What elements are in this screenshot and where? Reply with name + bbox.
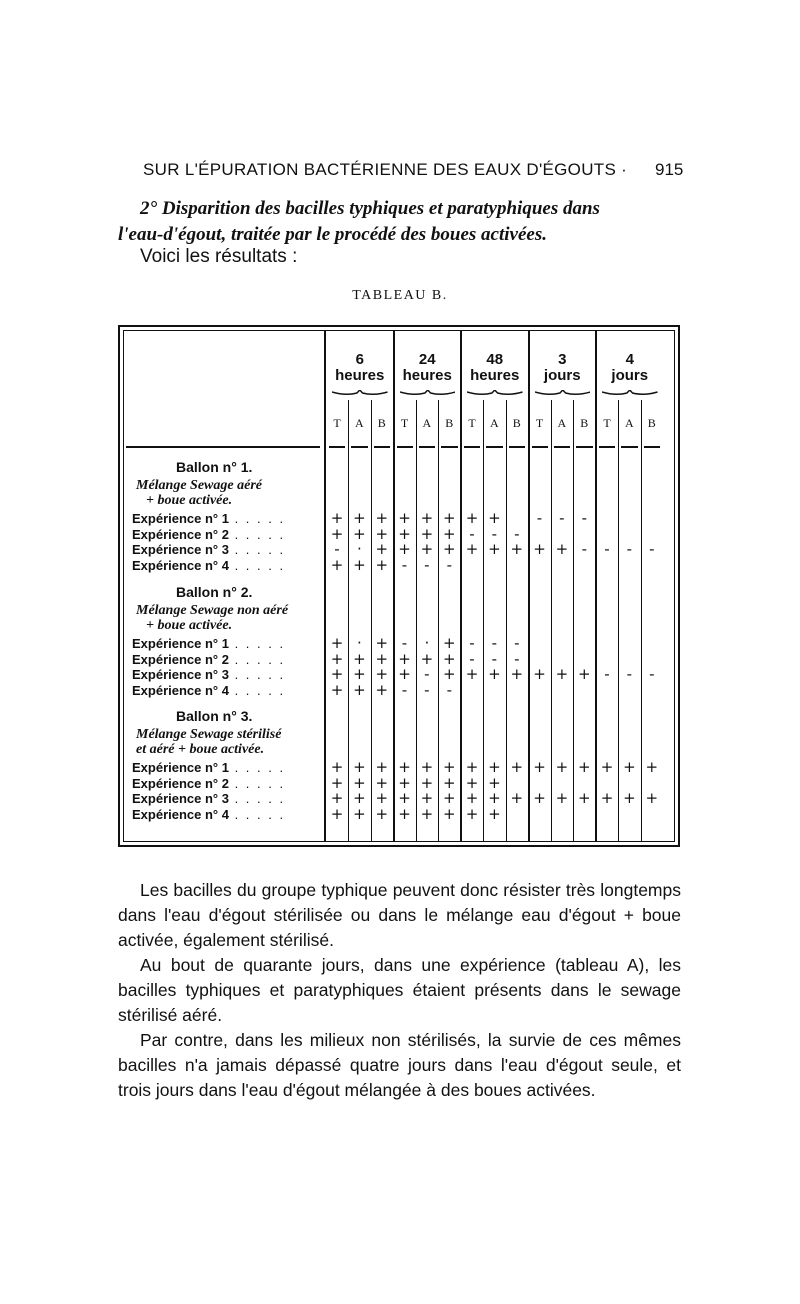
result-cell: + — [375, 789, 389, 807]
header-rule — [621, 446, 637, 448]
column-group-value: 6 — [355, 351, 364, 368]
result-cell: + — [578, 758, 591, 776]
result-cell: - — [446, 680, 452, 699]
result-cell: - — [604, 540, 610, 558]
intro-line: Voici les résultats : — [140, 246, 298, 267]
result-cell: - — [581, 509, 587, 527]
section-title: Ballon n° 1. — [176, 459, 253, 475]
result-cell: + — [353, 509, 366, 527]
row-label-text: Expérience n° 4 — [132, 806, 229, 822]
result-cell: + — [510, 665, 524, 683]
row-label — [132, 791, 320, 806]
result-cell: + — [510, 758, 524, 776]
header-rule — [486, 446, 502, 448]
row-label — [132, 636, 320, 651]
result-cell: + — [330, 509, 344, 527]
row-label-text: Expérience n° 1 — [132, 760, 229, 775]
result-cell: + — [398, 524, 411, 543]
result-cell: + — [533, 789, 546, 807]
paragraph-2: Au bout de quarante jours, dans une expérience (tableau A), les bacilles typhiques et paratyphiques étaient présents dans le sewage stérilisé aéré. — [118, 955, 681, 1025]
result-cell: - — [626, 665, 633, 683]
result-cell: + — [510, 540, 524, 558]
brace-mark — [332, 390, 388, 398]
row-label — [132, 683, 320, 698]
result-cell: + — [533, 758, 546, 776]
result-cell: + — [488, 509, 501, 527]
result-cell: + — [375, 773, 389, 792]
leader-dots: . . . . . — [228, 526, 286, 542]
result-cell: - — [469, 524, 475, 543]
leader-dots: . . . . . — [228, 775, 286, 791]
result-cell: - — [649, 540, 655, 558]
section-title: Ballon n° 2. — [176, 584, 253, 600]
result-cell: + — [330, 804, 344, 823]
header-rule — [576, 446, 592, 448]
result-cell: + — [420, 804, 434, 823]
header-rule — [532, 446, 548, 448]
result-cell: + — [353, 804, 366, 823]
result-cell: - — [446, 555, 452, 574]
result-cell: + — [398, 758, 411, 776]
result-cell: · — [357, 634, 362, 652]
header-rule — [351, 446, 367, 448]
result-cell: + — [600, 758, 614, 776]
brace-mark — [602, 390, 658, 398]
result-cell: + — [353, 773, 366, 792]
result-cell: · — [424, 634, 430, 652]
row-label — [132, 558, 320, 573]
result-cell: + — [443, 789, 456, 807]
result-cell: + — [510, 789, 524, 807]
leader-dots: . . . . . — [228, 667, 286, 682]
sub-column-header-t: T — [535, 416, 544, 430]
result-cell: + — [353, 758, 366, 776]
sub-column-header-t: T — [400, 416, 409, 430]
row-label — [132, 667, 320, 682]
row-label-text: Expérience n° 1 — [132, 636, 229, 651]
section-description: Mélange Sewage aéré — [136, 478, 262, 493]
result-cell: + — [398, 773, 411, 792]
page-number: 915 — [655, 160, 684, 179]
result-cell: + — [353, 555, 366, 574]
heading-line-1: 2° Disparition des bacilles typhiques et paratyphiques dans — [140, 198, 600, 219]
row-label — [132, 807, 320, 822]
header-rule — [599, 446, 615, 448]
leader-dots: . . . . . — [228, 636, 286, 651]
result-cell: + — [600, 789, 614, 807]
row-label — [132, 760, 320, 775]
sub-column-header-b: B — [377, 416, 386, 430]
result-cell: - — [401, 634, 408, 652]
row-label — [132, 527, 320, 542]
header-rule — [441, 446, 457, 448]
column-group-value: 4 — [625, 351, 634, 368]
header-rule — [509, 446, 525, 448]
result-cell: + — [555, 665, 569, 683]
section-description: + boue activée. — [146, 493, 233, 508]
result-cell: + — [488, 665, 501, 683]
result-cell: + — [443, 758, 456, 776]
result-cell: + — [443, 524, 456, 543]
result-cell: + — [398, 789, 411, 807]
result-cell: + — [398, 540, 411, 558]
row-label-text: Expérience n° 4 — [132, 682, 229, 698]
result-cell: - — [401, 555, 408, 574]
brace-mark — [467, 390, 523, 398]
row-label-text: Expérience n° 3 — [132, 791, 229, 806]
column-group-unit: heures — [335, 367, 385, 384]
section-description: et aéré + boue activée. — [136, 742, 265, 757]
result-cell: + — [420, 524, 434, 543]
result-cell: - — [424, 555, 430, 574]
result-cell: - — [334, 540, 340, 558]
column-group-value: 48 — [486, 351, 504, 368]
section-title: Ballon n° 3. — [176, 708, 253, 724]
column-group-header — [529, 352, 597, 384]
sub-column-header-a: A — [625, 416, 634, 430]
column-group-unit: jours — [611, 367, 649, 384]
leader-dots: . . . . . — [228, 791, 286, 806]
column-group-header — [461, 352, 529, 384]
sub-column-header-b: B — [512, 416, 521, 430]
result-cell: + — [465, 804, 479, 823]
result-cell: + — [488, 773, 501, 792]
result-cell: - — [491, 649, 498, 668]
result-cell: + — [375, 758, 389, 776]
column-group-value: 3 — [558, 351, 567, 368]
result-cell: + — [623, 789, 636, 807]
leader-dots: . . . . . — [228, 651, 286, 667]
result-cell: - — [469, 634, 475, 652]
brace-mark — [535, 390, 591, 398]
result-cell: + — [375, 649, 389, 668]
result-cell: + — [353, 680, 366, 699]
result-cell: + — [465, 509, 479, 527]
result-cell: + — [623, 758, 636, 776]
column-group-header — [596, 352, 664, 384]
section-description: Mélange Sewage non aéré — [136, 603, 289, 618]
result-cell: + — [330, 555, 344, 574]
result-cell: + — [465, 758, 479, 776]
column-group-unit: jours — [543, 367, 581, 384]
result-cell: + — [420, 789, 434, 807]
result-cell: + — [420, 649, 434, 668]
result-cell: + — [330, 789, 344, 807]
result-cell: + — [465, 665, 479, 683]
result-cell: + — [443, 509, 456, 527]
row-label-text: Expérience n° 2 — [132, 526, 229, 542]
result-cell: - — [424, 665, 430, 683]
result-cell: - — [536, 509, 543, 527]
sub-column-header-a: A — [355, 416, 364, 430]
result-cell: + — [555, 540, 569, 558]
result-cell: + — [443, 665, 456, 683]
leader-dots: . . . . . — [228, 682, 286, 698]
sub-column-header-t: T — [468, 416, 476, 430]
result-cell: + — [578, 665, 591, 683]
row-label-text: Expérience n° 3 — [132, 542, 229, 557]
header-rule — [397, 446, 413, 448]
result-cell: + — [533, 665, 546, 683]
row-label-text: Expérience n° 2 — [132, 651, 229, 667]
header-rule — [419, 446, 435, 448]
sub-column-header-b: B — [445, 416, 454, 430]
table-title: TABLEAU B. — [352, 288, 448, 303]
column-group-value: 24 — [418, 351, 436, 368]
sub-column-header-b: B — [580, 416, 589, 430]
result-cell: + — [375, 555, 389, 574]
result-cell: - — [649, 665, 655, 683]
result-cell: + — [330, 680, 344, 699]
column-group-header — [394, 352, 462, 384]
result-cell: - — [491, 524, 498, 543]
header-rule — [554, 446, 570, 448]
result-cell: + — [353, 789, 366, 807]
leader-dots: . . . . . — [228, 760, 286, 775]
result-cell: + — [488, 804, 501, 823]
row-label — [132, 511, 320, 526]
row-label — [132, 542, 320, 557]
result-cell: - — [581, 540, 587, 558]
result-cell: + — [555, 789, 569, 807]
header-rule — [644, 446, 660, 448]
result-cell: + — [353, 524, 366, 543]
row-label-text: Expérience n° 4 — [132, 557, 229, 573]
brace-mark — [400, 390, 456, 398]
result-cell: + — [443, 804, 456, 823]
sub-column-header-a: A — [422, 416, 432, 430]
heading-line-2: l'eau-d'égout, traitée par le procédé des boues activées. — [118, 224, 547, 245]
result-cell: + — [398, 509, 411, 527]
sub-column-header-a: A — [557, 416, 567, 430]
result-cell: + — [443, 773, 456, 792]
header-rule — [126, 446, 320, 448]
column-group-unit: heures — [470, 367, 520, 384]
result-cell: + — [465, 789, 479, 807]
header-rule — [374, 446, 390, 448]
result-cell: + — [465, 540, 479, 558]
result-cell: + — [533, 540, 546, 558]
result-cell: + — [443, 634, 456, 652]
result-cell: - — [514, 649, 520, 668]
leader-dots: . . . . . — [228, 542, 286, 557]
header-rule — [329, 446, 345, 448]
result-cell: + — [375, 540, 389, 558]
row-label-text: Expérience n° 3 — [132, 667, 229, 682]
result-cell: - — [604, 665, 610, 683]
result-cell: + — [443, 540, 456, 558]
column-group-unit: heures — [402, 367, 452, 384]
result-cell: + — [555, 758, 569, 776]
result-cell: + — [420, 540, 434, 558]
result-cell: + — [420, 773, 434, 792]
section-description: + boue activée. — [146, 618, 233, 633]
paragraph-3: Par contre, dans les milieux non stérilisés, la survie de ces mêmes bacilles n'a jamais dépassé quatre jours dans l'eau d'égout seule, et trois jours dans l'eau d'égout mélangée à des boues activées. — [118, 1030, 681, 1100]
result-cell: + — [375, 665, 389, 683]
paragraph-1: Les bacilles du groupe typhique peuvent donc résister très longtemps dans l'eau d'égout stérilisée ou dans le mélange eau d'égout + boue activée, également stérilisé. — [118, 880, 681, 950]
result-cell: + — [488, 758, 501, 776]
section-description: Mélange Sewage stérilisé — [136, 727, 282, 742]
result-cell: + — [488, 789, 501, 807]
result-cell: + — [375, 524, 389, 543]
leader-dots: . . . . . — [228, 557, 286, 573]
result-cell: + — [398, 649, 411, 668]
row-label-text: Expérience n° 1 — [132, 511, 229, 526]
result-cell: - — [514, 524, 520, 543]
leader-dots: . . . . . — [228, 806, 286, 822]
result-cell: + — [330, 665, 344, 683]
result-cell: - — [559, 509, 565, 527]
row-label — [132, 652, 320, 667]
result-cell: + — [330, 773, 344, 792]
result-cell: + — [420, 758, 434, 776]
running-head: SUR L'ÉPURATION BACTÉRIENNE DES EAUX D'ÉGOUTS · — [143, 160, 628, 179]
result-cell: + — [645, 758, 659, 776]
result-cell: + — [330, 758, 344, 776]
sub-column-header-a: A — [490, 416, 499, 430]
row-label — [132, 776, 320, 791]
result-cell: + — [488, 540, 501, 558]
result-cell: + — [375, 634, 389, 652]
result-cell: - — [491, 634, 498, 652]
result-cell: + — [375, 804, 389, 823]
result-cell: + — [443, 649, 456, 668]
sub-column-header-b: B — [647, 416, 656, 430]
result-cell: - — [626, 540, 633, 558]
result-cell: - — [469, 649, 475, 668]
result-cell: + — [465, 773, 479, 792]
result-cell: + — [330, 649, 344, 668]
result-cell: + — [353, 665, 366, 683]
body-text — [118, 878, 681, 1103]
result-cell: + — [353, 649, 366, 668]
result-cell: + — [420, 509, 434, 527]
result-cell: - — [514, 634, 520, 652]
result-cell: + — [398, 804, 411, 823]
column-group-header — [326, 352, 394, 384]
header-rule — [464, 446, 480, 448]
result-cell: + — [375, 680, 389, 699]
result-cell: - — [424, 680, 430, 699]
result-cell: + — [578, 789, 591, 807]
row-label-text: Expérience n° 2 — [132, 775, 229, 791]
result-cell: + — [398, 665, 411, 683]
result-cell: · — [357, 540, 362, 558]
result-cell: + — [645, 789, 659, 807]
result-cell: - — [401, 680, 408, 699]
result-cell: + — [375, 509, 389, 527]
leader-dots: . . . . . — [228, 511, 286, 526]
result-cell: + — [330, 524, 344, 543]
sub-column-header-t: T — [333, 416, 341, 430]
result-cell: + — [330, 634, 344, 652]
sub-column-header-t: T — [603, 416, 611, 430]
